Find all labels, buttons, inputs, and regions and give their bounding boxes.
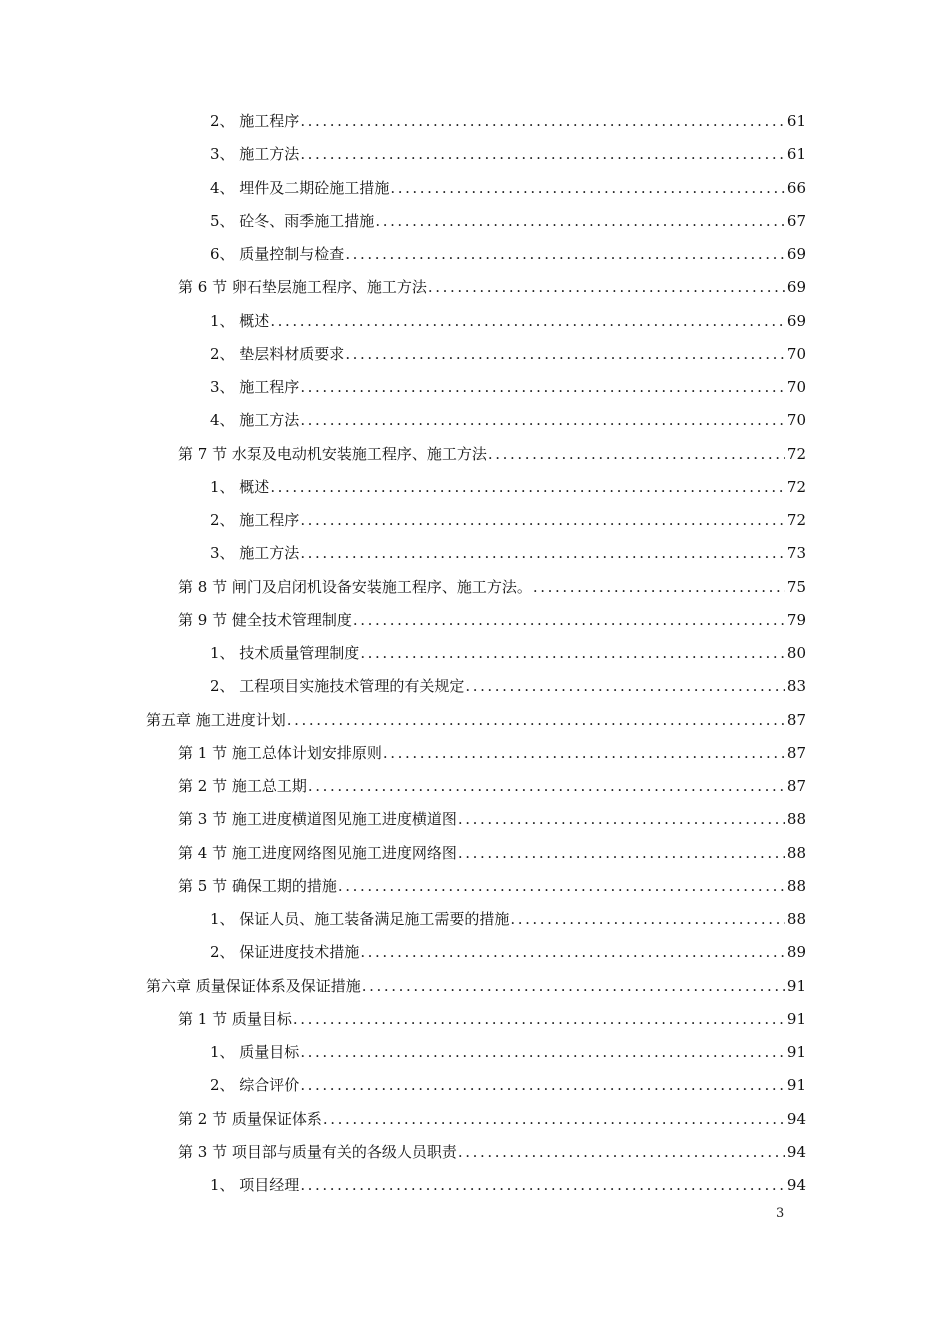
toc-dot-leader [293, 1009, 785, 1029]
toc-entry-page: 75 [786, 577, 806, 596]
toc-entry-page: 66 [786, 178, 806, 197]
toc-dot-leader [458, 843, 785, 863]
toc-dot-leader [300, 1042, 785, 1062]
toc-entry-label: 第 2 节 质量保证体系 [178, 1109, 322, 1128]
toc-dot-leader [353, 610, 785, 630]
toc-dot-leader [300, 510, 785, 530]
toc-entry-label: 第 8 节 闸门及启闭机设备安装施工程序、施工方法。 [178, 577, 532, 596]
toc-entry-page: 88 [786, 876, 806, 895]
toc-entry-label: 第 6 节 卵石垫层施工程序、施工方法 [178, 277, 427, 296]
toc-dot-leader [300, 111, 785, 131]
toc-dot-leader [488, 444, 785, 464]
toc-dot-leader [300, 1175, 785, 1195]
toc-dot-leader [375, 211, 785, 231]
toc-entry-label: 第 2 节 施工总工期 [178, 776, 307, 795]
toc-entry[interactable] [178, 270, 806, 303]
toc-entry[interactable] [210, 104, 806, 137]
toc-entry[interactable] [178, 736, 806, 769]
toc-entry-page: 83 [786, 676, 806, 695]
toc-entry[interactable] [210, 304, 806, 337]
toc-entry-label: 第 7 节 水泵及电动机安装施工程序、施工方法 [178, 444, 487, 463]
toc-entry-page: 72 [786, 477, 806, 496]
toc-entry[interactable] [178, 1135, 806, 1168]
toc-dot-leader [287, 710, 785, 730]
toc-entry-page: 61 [786, 111, 806, 130]
toc-dot-leader [510, 909, 785, 929]
toc-entry[interactable] [210, 935, 806, 968]
toc-dot-leader [300, 144, 785, 164]
toc-dot-leader [300, 377, 785, 397]
toc-entry[interactable] [210, 470, 806, 503]
toc-entry-label: 4、 施工方法 [210, 410, 300, 429]
toc-entry-page: 88 [786, 843, 806, 862]
toc-entry[interactable] [210, 171, 806, 204]
toc-entry[interactable] [210, 337, 806, 370]
toc-entry-label: 2、 综合评价 [210, 1075, 300, 1094]
page-number: 3 [776, 1206, 785, 1221]
toc-entry-label: 1、 概述 [210, 311, 270, 330]
toc-entry-page: 69 [786, 244, 806, 263]
toc-entry[interactable] [178, 1102, 806, 1135]
toc-entry-label: 第 9 节 健全技术管理制度 [178, 610, 352, 629]
toc-entry-label: 第 3 节 施工进度横道图见施工进度横道图 [178, 809, 457, 828]
toc-entry-label: 2、 施工程序 [210, 510, 300, 529]
toc-dot-leader [360, 942, 785, 962]
toc-dot-leader [270, 477, 785, 497]
toc-entry[interactable] [210, 204, 806, 237]
toc-dot-leader [458, 809, 785, 829]
toc-entry[interactable] [210, 503, 806, 536]
toc-entry-label: 第五章 施工进度计划 [146, 710, 286, 729]
toc-dot-leader [390, 178, 785, 198]
toc-dot-leader [362, 976, 785, 996]
toc-dot-leader [345, 344, 785, 364]
toc-entry-page: 88 [786, 909, 806, 928]
toc-entry-page: 79 [786, 610, 806, 629]
toc-entry-label: 5、 砼冬、雨季施工措施 [210, 211, 375, 230]
toc-entry-label: 1、 技术质量管理制度 [210, 643, 360, 662]
toc-entry-label: 2、 保证进度技术措施 [210, 942, 360, 961]
toc-entry-label: 第 5 节 确保工期的措施 [178, 876, 337, 895]
toc-entry-page: 73 [786, 543, 806, 562]
toc-entry[interactable] [210, 1168, 806, 1201]
toc-entry[interactable] [210, 536, 806, 569]
toc-dot-leader [308, 776, 785, 796]
toc-entry[interactable] [178, 802, 806, 835]
toc-entry-label: 3、 施工程序 [210, 377, 300, 396]
toc-dot-leader [428, 277, 785, 297]
toc-entry-label: 1、 保证人员、施工装备满足施工需要的措施 [210, 909, 510, 928]
toc-entry[interactable] [210, 403, 806, 436]
toc-entry[interactable] [178, 836, 806, 869]
toc-entry-label: 6、 质量控制与检查 [210, 244, 345, 263]
toc-entry[interactable] [178, 869, 806, 902]
toc-entry-page: 89 [786, 942, 806, 961]
toc-entry-page: 87 [786, 776, 806, 795]
toc-entry-page: 87 [786, 743, 806, 762]
toc-entry-label: 3、 施工方法 [210, 144, 300, 163]
toc-entry[interactable] [210, 1035, 806, 1068]
toc-entry-label: 第 3 节 项目部与质量有关的各级人员职责 [178, 1142, 457, 1161]
toc-entry-label: 第 1 节 施工总体计划安排原则 [178, 743, 382, 762]
toc-dot-leader [300, 410, 785, 430]
toc-entry[interactable] [178, 570, 806, 603]
toc-dot-leader [383, 743, 785, 763]
toc-entry-page: 91 [786, 1009, 806, 1028]
toc-dot-leader [360, 643, 785, 663]
toc-entry[interactable] [210, 902, 806, 935]
toc-entry-page: 72 [786, 510, 806, 529]
toc-entry-label: 3、 施工方法 [210, 543, 300, 562]
toc-dot-leader [300, 1075, 785, 1095]
toc-entry[interactable] [210, 237, 806, 270]
toc-dot-leader [458, 1142, 785, 1162]
toc-dot-leader [465, 676, 785, 696]
toc-entry-page: 80 [786, 643, 806, 662]
toc-entry-page: 91 [786, 1042, 806, 1061]
toc-entry-label: 1、 质量目标 [210, 1042, 300, 1061]
toc-entry-page: 91 [786, 976, 806, 995]
toc-entry[interactable] [178, 769, 806, 802]
toc-entry[interactable] [178, 603, 806, 636]
toc-entry[interactable] [146, 969, 806, 1002]
toc-entry-page: 94 [786, 1109, 806, 1128]
toc-entry[interactable] [210, 137, 806, 170]
toc-entry-label: 2、 工程项目实施技术管理的有关规定 [210, 676, 465, 695]
toc-entry-page: 70 [786, 377, 806, 396]
toc-entry-label: 1、 概述 [210, 477, 270, 496]
toc-entry-label: 2、 施工程序 [210, 111, 300, 130]
toc-entry-page: 72 [786, 444, 806, 463]
toc-entry-page: 70 [786, 410, 806, 429]
toc-entry-page: 91 [786, 1075, 806, 1094]
toc-entry[interactable] [210, 636, 806, 669]
toc-entry-label: 2、 垫层料材质要求 [210, 344, 345, 363]
toc-entry-page: 67 [786, 211, 806, 230]
toc-dot-leader [323, 1109, 785, 1129]
toc-entry[interactable] [210, 669, 806, 702]
toc-entry-label: 1、 项目经理 [210, 1175, 300, 1194]
toc-entry-page: 70 [786, 344, 806, 363]
toc-entry[interactable] [178, 437, 806, 470]
toc-entry-label: 第 4 节 施工进度网络图见施工进度网络图 [178, 843, 457, 862]
toc-entry[interactable] [178, 1002, 806, 1035]
toc-entry-page: 87 [786, 710, 806, 729]
toc-entry-page: 88 [786, 809, 806, 828]
toc-dot-leader [533, 577, 785, 597]
toc-entry[interactable] [210, 1068, 806, 1101]
toc-entry-page: 69 [786, 277, 806, 296]
toc-entry-label: 第 1 节 质量目标 [178, 1009, 292, 1028]
toc-entry-label: 4、 埋件及二期砼施工措施 [210, 178, 390, 197]
toc-dot-leader [338, 876, 785, 896]
toc-dot-leader [300, 543, 785, 563]
toc-dot-leader [270, 311, 785, 331]
toc-entry-page: 94 [786, 1142, 806, 1161]
toc-entry-page: 69 [786, 311, 806, 330]
toc-entry-page: 94 [786, 1175, 806, 1194]
toc-entry[interactable] [146, 703, 806, 736]
toc-entry-label: 第六章 质量保证体系及保证措施 [146, 976, 361, 995]
toc-entry[interactable] [210, 370, 806, 403]
toc-entry-page: 61 [786, 144, 806, 163]
toc-dot-leader [345, 244, 785, 264]
